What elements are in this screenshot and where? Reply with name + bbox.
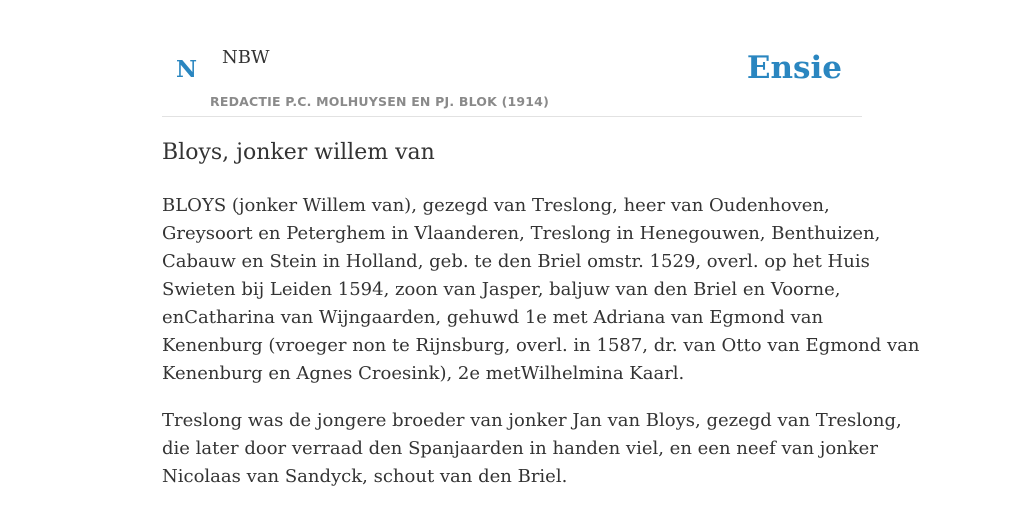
text-line: Treslong was de jongere broeder van jonker Jan van Bloys, gezegd van Treslong,	[162, 410, 902, 431]
brand-logo[interactable]: Ensie	[746, 50, 842, 86]
source-name[interactable]: NBW	[222, 47, 270, 68]
paragraph	[162, 407, 902, 491]
paragraph	[162, 192, 920, 388]
text-line: Swieten bij Leiden 1594, zoon van Jasper, baljuw van den Briel en Voorne,	[162, 279, 841, 300]
text-line: Cabauw en Stein in Holland, geb. te den Briel omstr. 1529, overl. op het Huis	[162, 251, 870, 272]
text-line: Kenenburg en Agnes Croesink), 2e metWilhelmina Kaarl.	[162, 363, 685, 384]
text-line: Greysoort en Peterghem in Vlaanderen, Treslong in Henegouwen, Benthuizen,	[162, 223, 881, 244]
text-line: Nicolaas van Sandyck, schout van den Briel.	[162, 466, 568, 487]
text-line: die later door verraad den Spanjaarden in handen viel, en een neef van jonker	[162, 438, 878, 459]
page-title: Bloys, jonker willem van	[162, 140, 435, 165]
page	[162, 0, 920, 487]
text-line: Kenenburg (vroeger non te Rijnsburg, overl. in 1587, dr. van Otto van Egmond van	[162, 335, 920, 356]
header	[162, 0, 862, 117]
text-line: BLOYS (jonker Willem van), gezegd van Treslong, heer van Oudenhoven,	[162, 195, 830, 216]
source-logo[interactable]: N	[176, 56, 198, 83]
text-line: enCatharina van Wijngaarden, gehuwd 1e met Adriana van Egmond van	[162, 307, 824, 328]
article-body	[162, 192, 920, 510]
source-subtitle: REDACTIE P.C. MOLHUYSEN EN PJ. BLOK (1914)	[210, 94, 549, 109]
